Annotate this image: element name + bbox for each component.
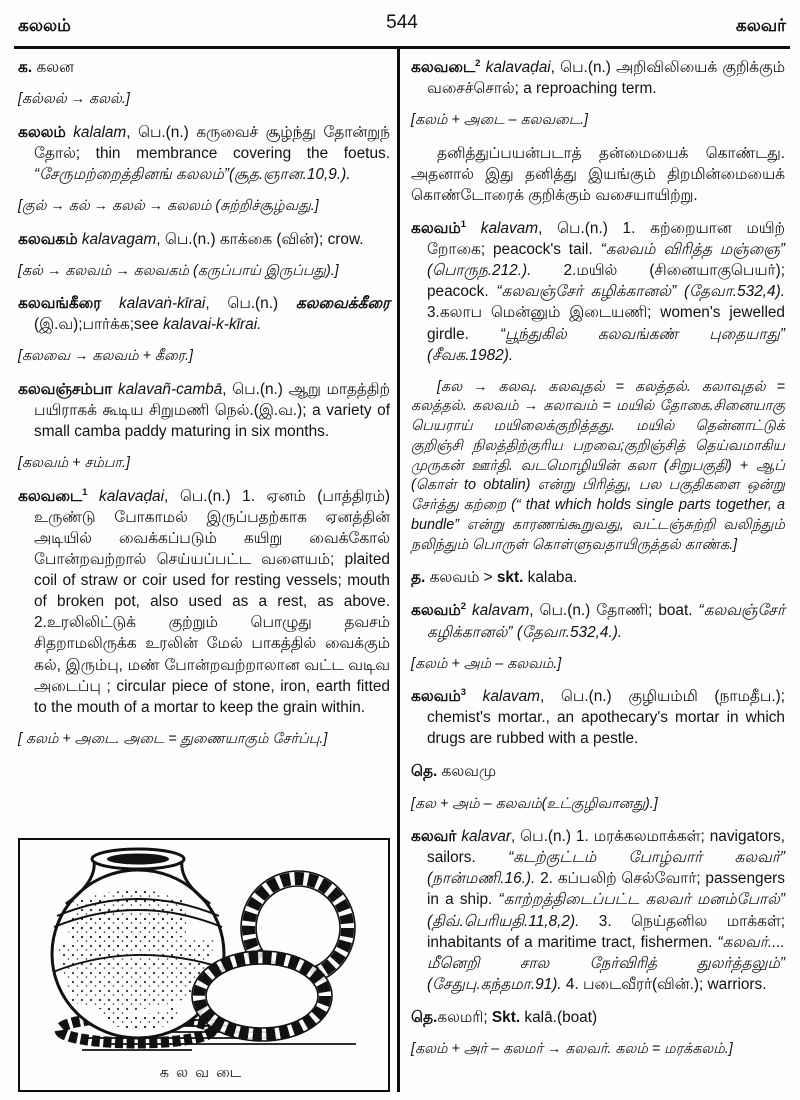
etymology-line [411,111,785,131]
column-divider [397,48,400,1092]
text-run: [குல் → கல் → கலல் → கலலம் (சுற்றிச்சூழ்வது.] [18,197,319,214]
page-header [18,12,786,42]
text-run: kalalam [73,123,127,141]
text-run: kalavaṅ-kīrai [118,295,206,313]
text-run [466,688,483,705]
coil-ring-lower [192,951,332,1041]
text-run: தனித்துப்பயன்படாத் தன்மையைக் கொண்டது. அதனால் இது தனித்து இயங்கும் திறமின்மையைக் கொண்டோரைக் குறிக்கும் வசையாயிற்று. [411,144,785,204]
headword-or-label: கலவடை [18,487,83,505]
dictionary-entry [411,686,785,749]
text-run: கலமரி; [437,1008,492,1026]
etymology-line [411,655,785,675]
text-run: 1 [460,218,467,230]
etymology-line [18,347,390,367]
text-run: கலவமு [437,763,496,781]
text-run: 2. கப்பலிற் செல்வோர்; passengers in a ship. [427,870,785,909]
etymology-line [18,730,390,750]
text-run: [கலம் + அம் – கலவம்.] [411,655,562,672]
text-run: [கல + அம் – கலவம்(உட்குழிவானது).] [411,795,658,812]
header-rule [14,46,790,49]
text-run: [கல → கலவு. கலவுதல் = கலத்தல். கலாவுதல் = கலத்தல். கலவம் → கலாவம் = மயில் தோகை.சினையாகு பெயராய் மயிலைக்குறித்தது. மயில் தென்னாட்டுக் குறிஞ்சி நிலத்திற்குரிய பறவை;குறிஞ்சித் தெய்வமாகிய முருகன் ஊர்தி. வடமொழியின் கலா (சிறுபகுதி) + ஆப் (கொள் to obtalin) என்று பிரித்து, பல பகுதிகளை ஒன்று சேர்த்து கற்றை (“ that which holds single parts together, a bundle” என்று காரணங்கூறுவது, வட்டஞ்சுற்றி வலிந்தும் நலிந்தும் பொருள் கொள்ளுவதாயிருத்தல் காண்க.] [411,378,785,553]
text-run: , பெ.(n.) குழியம்மி (நாமதீப.); chemist's mortar., an apothecary's mortar in which drugs are rubbed with a pestle. [427,688,785,748]
left-column [18,57,390,1092]
headword-or-label: கலவஞ்சம்பா [18,380,118,398]
text-run: , பெ.(n.) தோணி; boat. [529,602,699,620]
dictionary-entry [18,293,390,335]
pot-and-coil-rings-drawing [20,844,388,1062]
left-column-text [18,57,390,761]
text-run: 2 [460,601,467,613]
text-run [466,220,481,237]
text-run: , பெ.(n.) 1. ஏனம் (பாத்திரம்) உருண்டு போகாமல் இருப்பதற்காக ஏனத்தின் அடியில் வைக்கப்படும் கயிறு வைக்கோல் போன்றவற்றால் செய்யப்பட்ட வளையம்; plaited coil of straw or coir used for resting vessels; mouth of broken pot, also used as a rest, as above. 2.உரலிலிட்டுக் குற்றும் பொழுது தவசம் சிதறாமலிருக்க உரலின் மேல் பாகத்தில் வைக்கும் கல், இரும்பு, மண் போன்றவற்றாலான வட்ட வடிவ அடைப்பு ; circular piece of stone, iron, earth fitted to the mouth of a mortar to keep the grain within. [34,487,391,716]
dictionary-entry [411,600,785,642]
etymology-line [18,90,390,110]
headword-or-label: skt. [496,569,524,587]
headword-or-label: கலவகம் [18,230,82,248]
etymology-paragraph [411,378,785,556]
headword-or-label: கலவர் [411,828,462,846]
text-run: kalavam [482,688,540,706]
headword-or-label: Skt. [491,1008,521,1026]
text-run: , பெ.(n.) 1. கற்றையான மயிற் றோகை; peacock's tail. [427,220,785,259]
dictionary-entry [411,826,785,995]
text-run: , பெ.(n.) [205,295,296,313]
text-run: [கலம் + அர் – கலமர் → கலவர். கலம் = மரக்கலம்.] [411,1040,733,1057]
etymology-line [18,454,390,474]
cognate-line [411,761,785,782]
dictionary-entry [18,122,390,185]
dictionary-entry [18,486,390,718]
figure-caption: கலவடை [159,1065,249,1082]
text-run: kalavam [480,220,539,238]
text-run: [கலவம் + சம்பா.] [18,455,130,472]
text-run: “சேருமற்றைத்தினங் கலலம்”(சூத.ஞான.10,9.). [34,165,351,183]
right-column-text [411,57,785,1060]
text-run: kalavañ-cambā [117,380,223,398]
text-run: “கடற்குட்டம் போழ்வார் கலவர்” (நான்மணி.16.). [427,849,785,888]
text-run: 2 [475,57,481,69]
text-run: kalavaḍai [99,487,165,505]
text-run: 2.மயில் (சினையாகுபெயர்); peacock. [427,262,785,301]
text-run: 3. நெய்தனில மாக்கள்; inhabitants of a maritime tract, fishermen. [427,912,785,951]
header-last-word: கலவர் [735,16,786,35]
dictionary-entry [18,379,390,442]
text-run: [கலம் + அடை – கலவடை.] [411,112,589,129]
text-run: kalaba. [523,569,578,587]
text-run: [ கலம் + அடை. அடை = துணையாகும் சேர்ப்பு.] [18,730,328,747]
text-run: 4. படைவீரர்(வின்.); warriors. [565,975,767,993]
etymology-line [18,197,390,217]
dictionary-entry [411,57,785,99]
text-run: கலவம் > [425,569,497,587]
text-run: “பூந்துகில் கலவங்கண் புதையாது” (சீவக.1982). [427,325,785,364]
text-run: , பெ.(n.) 1. மரக்கலமாக்கள்; navigators, sailors. [427,828,786,867]
text-run [87,488,99,505]
kalavadai-illustration [18,838,390,1092]
text-run: “கலவர்.... மீனெறி சால நேர்விரித் துலர்த்தலும்” (சேதுபு.கந்தமா.91). [427,933,785,993]
dictionary-entry [18,229,390,250]
text-run: 3 [460,687,467,699]
text-run: kalavam [471,602,530,620]
text-run: , பெ.(n.) கருவைச் சூழ்ந்து தோன்றுந் தோல்; thin membrance covering the foetus. [34,123,390,162]
text-run: , பெ.(n.) அறிவிலியைக் குறிக்கும் வசைச்சொல்; a reproaching term. [427,59,785,98]
etymology-line [411,1040,785,1060]
etymology-line [411,795,785,815]
text-run: kalā.(boat) [520,1008,598,1026]
text-run: kalavai-k-kīrai. [163,316,262,334]
headword-or-label: கலலம் [18,123,74,141]
cognate-line [411,567,785,588]
text-run: “கலவஞ்சேர் கழிக்கானல்” (தேவா.532,4.). [427,602,785,641]
headword-or-label: கலவம் [411,688,461,706]
headword-or-label: தெ. [411,1008,438,1026]
cognate-line [18,57,390,78]
text-run: கலன [32,59,74,76]
text-run: , பெ.(n.) ஆறு மாதத்திற் பயிராகக் கூடிய சிறுமணி நெல்.(இ.வ.); a variety of small camba paddy maturing in six months. [34,380,391,441]
text-run: (இ.வ);பார்க்க;see [34,316,164,334]
text-run: “கலவஞ்சேர் கழிக்கானல்” (தேவா.532,4). [496,283,785,301]
text-run: “கலவம் விரித்த மஞ்ஞை” (பொருந.212.). [427,241,785,280]
headword-or-label: கலவம் [411,220,461,238]
page-number: 544 [386,12,418,33]
text-run: kalavagam [81,230,157,248]
text-run: 1 [82,486,88,498]
text-run: [கல்லல் → கலல்.] [18,91,130,108]
text-run: [கல் → கலவம் → கலவகம் (கருப்பாய் இருப்பது).] [18,262,339,279]
header-first-word: கலலம் [18,16,71,35]
headword-or-label: கலவங்கீரை [18,295,119,313]
text-run: , பெ.(n.) காக்கை (வின்); crow. [156,230,364,248]
text-run: 3.கலாப மென்னும் இடையணி; women's jewelled girdle. [427,304,785,343]
headword-or-label: கலவடை [411,59,476,76]
dictionary-entry [411,218,785,366]
cognate-line [411,1007,785,1028]
text-run: [கலவை → கலவம் + கீரை.] [18,348,193,365]
headword-or-label: கலவம் [411,602,461,620]
text-run: “காற்றத்திடைப்பட்ட கலவர் மனம்போல்” (திவ்.பெரியதி.11,8,2). [427,891,785,930]
text-run: kalavaḍai [485,59,551,76]
text-run: கலவைக்கீரை [295,295,391,313]
etymology-line [18,262,390,282]
usage-note [411,143,785,206]
text-run: kalavar [461,828,511,846]
right-column [411,57,785,1072]
headword-or-label: தெ. [411,763,438,781]
headword-or-label: த. [411,569,426,587]
headword-or-label: க. [18,59,33,76]
